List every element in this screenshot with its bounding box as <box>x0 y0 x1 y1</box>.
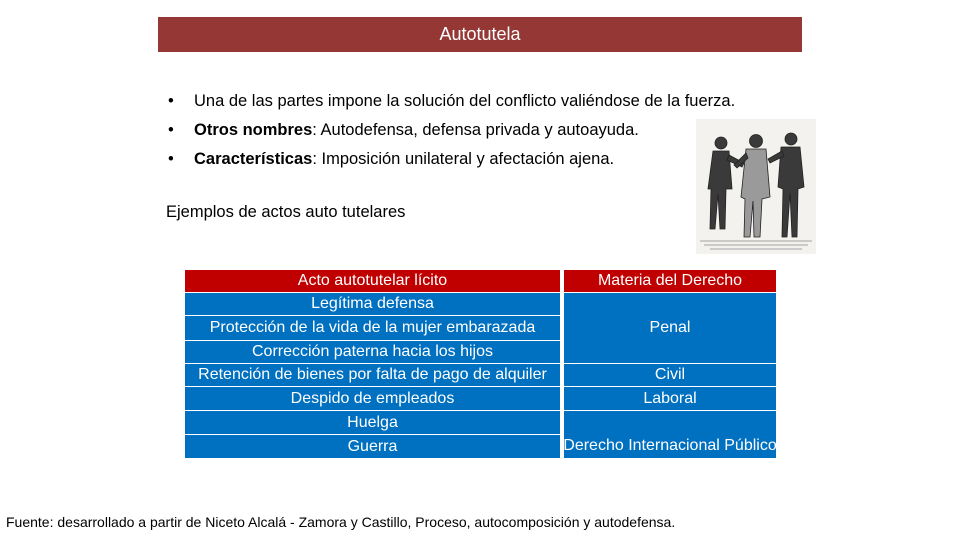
subject-cell: Penal <box>564 293 776 363</box>
subject-cell: Civil <box>564 364 776 386</box>
engraving-figures-icon <box>696 119 816 254</box>
table-row: Guerra <box>185 435 560 458</box>
subject-cell: Laboral <box>564 387 776 410</box>
bullet-text: Una de las partes impone la solución del conflicto valiéndose de la fuerza. <box>194 92 736 110</box>
subject-cell: Derecho Internacional Público <box>564 411 776 458</box>
header-subject: Materia del Derecho <box>564 270 776 292</box>
bullet-text: : Autodefensa, defensa privada y autoayuda. <box>312 121 639 139</box>
slide-title: Autotutela <box>158 17 802 52</box>
table-row: Despido de empleados <box>185 387 560 410</box>
table-row: Huelga <box>185 411 560 434</box>
bullet-label: Características <box>194 150 313 168</box>
bullet-dot-icon: • <box>168 150 174 168</box>
bullet-text: : Imposición unilateral y afectación ajena. <box>312 150 615 168</box>
bullet-label: Otros nombres <box>194 121 313 139</box>
bullet-dot-icon: • <box>168 92 174 110</box>
source-note: Fuente: desarrollado a partir de Niceto Alcalá - Zamora y Castillo, Proceso, autocomposición y autodefensa. <box>6 514 676 530</box>
header-acts: Acto autotutelar lícito <box>185 270 560 292</box>
table-row: Retención de bienes por falta de pago de alquiler <box>185 364 560 386</box>
bullet-dot-icon: • <box>168 121 174 139</box>
examples-subheading: Ejemplos de actos auto tutelares <box>166 203 406 221</box>
table-row: Protección de la vida de la mujer embarazada <box>185 316 560 340</box>
table-row: Legítima defensa <box>185 293 560 315</box>
table-row: Corrección paterna hacia los hijos <box>185 341 560 363</box>
bullet-item <box>166 87 826 116</box>
